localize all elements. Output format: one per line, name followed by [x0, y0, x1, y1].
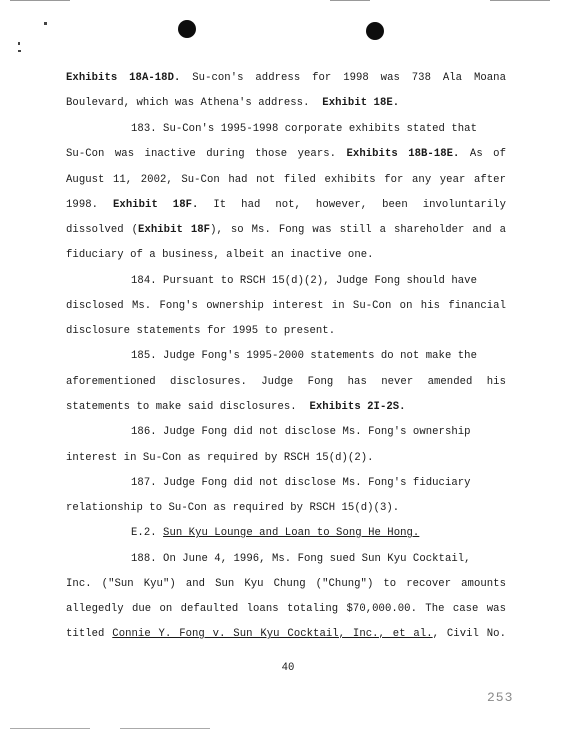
text-line [66, 325, 506, 338]
text-line [66, 174, 506, 187]
text-segment: It had not, however, been involuntarily [198, 199, 506, 211]
scan-edge-mark [120, 728, 210, 729]
text-segment: relationship to Su-Con as required by RSCH 15(d)(3). [66, 502, 400, 514]
text-segment: Inc. ("Sun Kyu") and Sun Kyu Chung ("Chung") to recover amounts [66, 578, 506, 590]
text-line [66, 502, 506, 515]
text-line [131, 553, 506, 566]
text-line [66, 628, 506, 641]
text-segment: titled [66, 628, 113, 640]
text-line [66, 401, 506, 414]
text-segment: 183. Su-Con's 1995-1998 corporate exhibits stated that [131, 123, 477, 135]
scan-edge-mark [10, 728, 90, 729]
text-line [66, 376, 506, 389]
text-line [131, 527, 506, 540]
scan-edge-mark [330, 0, 370, 1]
text-segment: aforementioned disclosures. Judge Fong has never amended his [66, 376, 506, 388]
text-segment: , Civil No. [432, 628, 506, 640]
text-line [66, 72, 506, 85]
scan-speck [18, 50, 21, 52]
text-segment: August 11, 2002, Su-Con had not filed exhibits for any year after [66, 174, 506, 186]
exhibit-reference: Exhibits 2I-2S. [309, 401, 406, 413]
text-segment: As of [459, 148, 506, 160]
text-line [66, 249, 506, 262]
text-segment: 187. Judge Fong did not disclose Ms. Fong's fiduciary [131, 477, 471, 489]
text-line [66, 97, 506, 110]
binder-hole-right [366, 22, 384, 40]
text-line [131, 275, 506, 288]
text-line [131, 426, 506, 439]
text-line [131, 350, 506, 363]
text-segment: 184. Pursuant to RSCH 15(d)(2), Judge Fong should have [131, 275, 477, 287]
text-segment: Su-con's address for 1998 was 738 Ala Moana [180, 72, 506, 84]
text-segment: Boulevard, which was Athena's address. [66, 97, 323, 109]
text-segment: 1998. [66, 199, 113, 211]
text-line [66, 300, 506, 313]
scan-edge-mark [490, 0, 550, 1]
text-line [66, 603, 506, 616]
text-segment: allegedly due on defaulted loans totaling $70,000.00. The case was [66, 603, 506, 615]
text-segment: statements to make said disclosures. [66, 401, 310, 413]
text-line [66, 148, 506, 161]
scan-speck [18, 42, 20, 45]
text-segment: dissolved ( [66, 224, 139, 236]
text-segment: fiduciary of a business, albeit an inactive one. [66, 249, 374, 261]
text-line [66, 452, 506, 465]
exhibit-reference: Exhibit 18F [138, 224, 211, 236]
text-segment: disclosed Ms. Fong's ownership interest in Su-Con on his financial [66, 300, 506, 312]
text-segment: interest in Su-Con as required by RSCH 15(d)(2). [66, 452, 374, 464]
text-line [131, 477, 506, 490]
exhibit-reference: Exhibit 18E. [322, 97, 400, 109]
scan-edge-mark [10, 0, 70, 1]
text-segment: Su-Con was inactive during those years. [66, 148, 347, 160]
underlined-text: Connie Y. Fong v. Sun Kyu Cocktail, Inc., et al. [112, 628, 433, 640]
text-segment: 185. Judge Fong's 1995-2000 statements do not make the [131, 350, 477, 362]
text-line [131, 123, 506, 136]
bates-stamp: 253 [487, 690, 514, 705]
text-line [66, 578, 506, 591]
text-segment: disclosure statements for 1995 to present. [66, 325, 336, 337]
exhibit-reference: Exhibit 18F. [113, 199, 199, 211]
text-segment: E.2. [131, 527, 164, 539]
exhibit-reference: Exhibits 18B-18E. [346, 148, 460, 160]
text-segment: ), so Ms. Fong was still a shareholder and a [210, 224, 507, 236]
underlined-text: Sun Kyu Lounge and Loan to Song He Hong. [163, 527, 420, 539]
text-line [66, 199, 506, 212]
page-number: 40 [281, 662, 295, 674]
exhibit-reference: Exhibits 18A-18D. [66, 72, 181, 84]
binder-hole-left [178, 20, 196, 38]
text-line [66, 224, 506, 237]
text-segment: 188. On June 4, 1996, Ms. Fong sued Sun Kyu Cocktail, [131, 553, 471, 565]
scan-speck [44, 22, 47, 25]
text-segment: 186. Judge Fong did not disclose Ms. Fong's ownership [131, 426, 471, 438]
